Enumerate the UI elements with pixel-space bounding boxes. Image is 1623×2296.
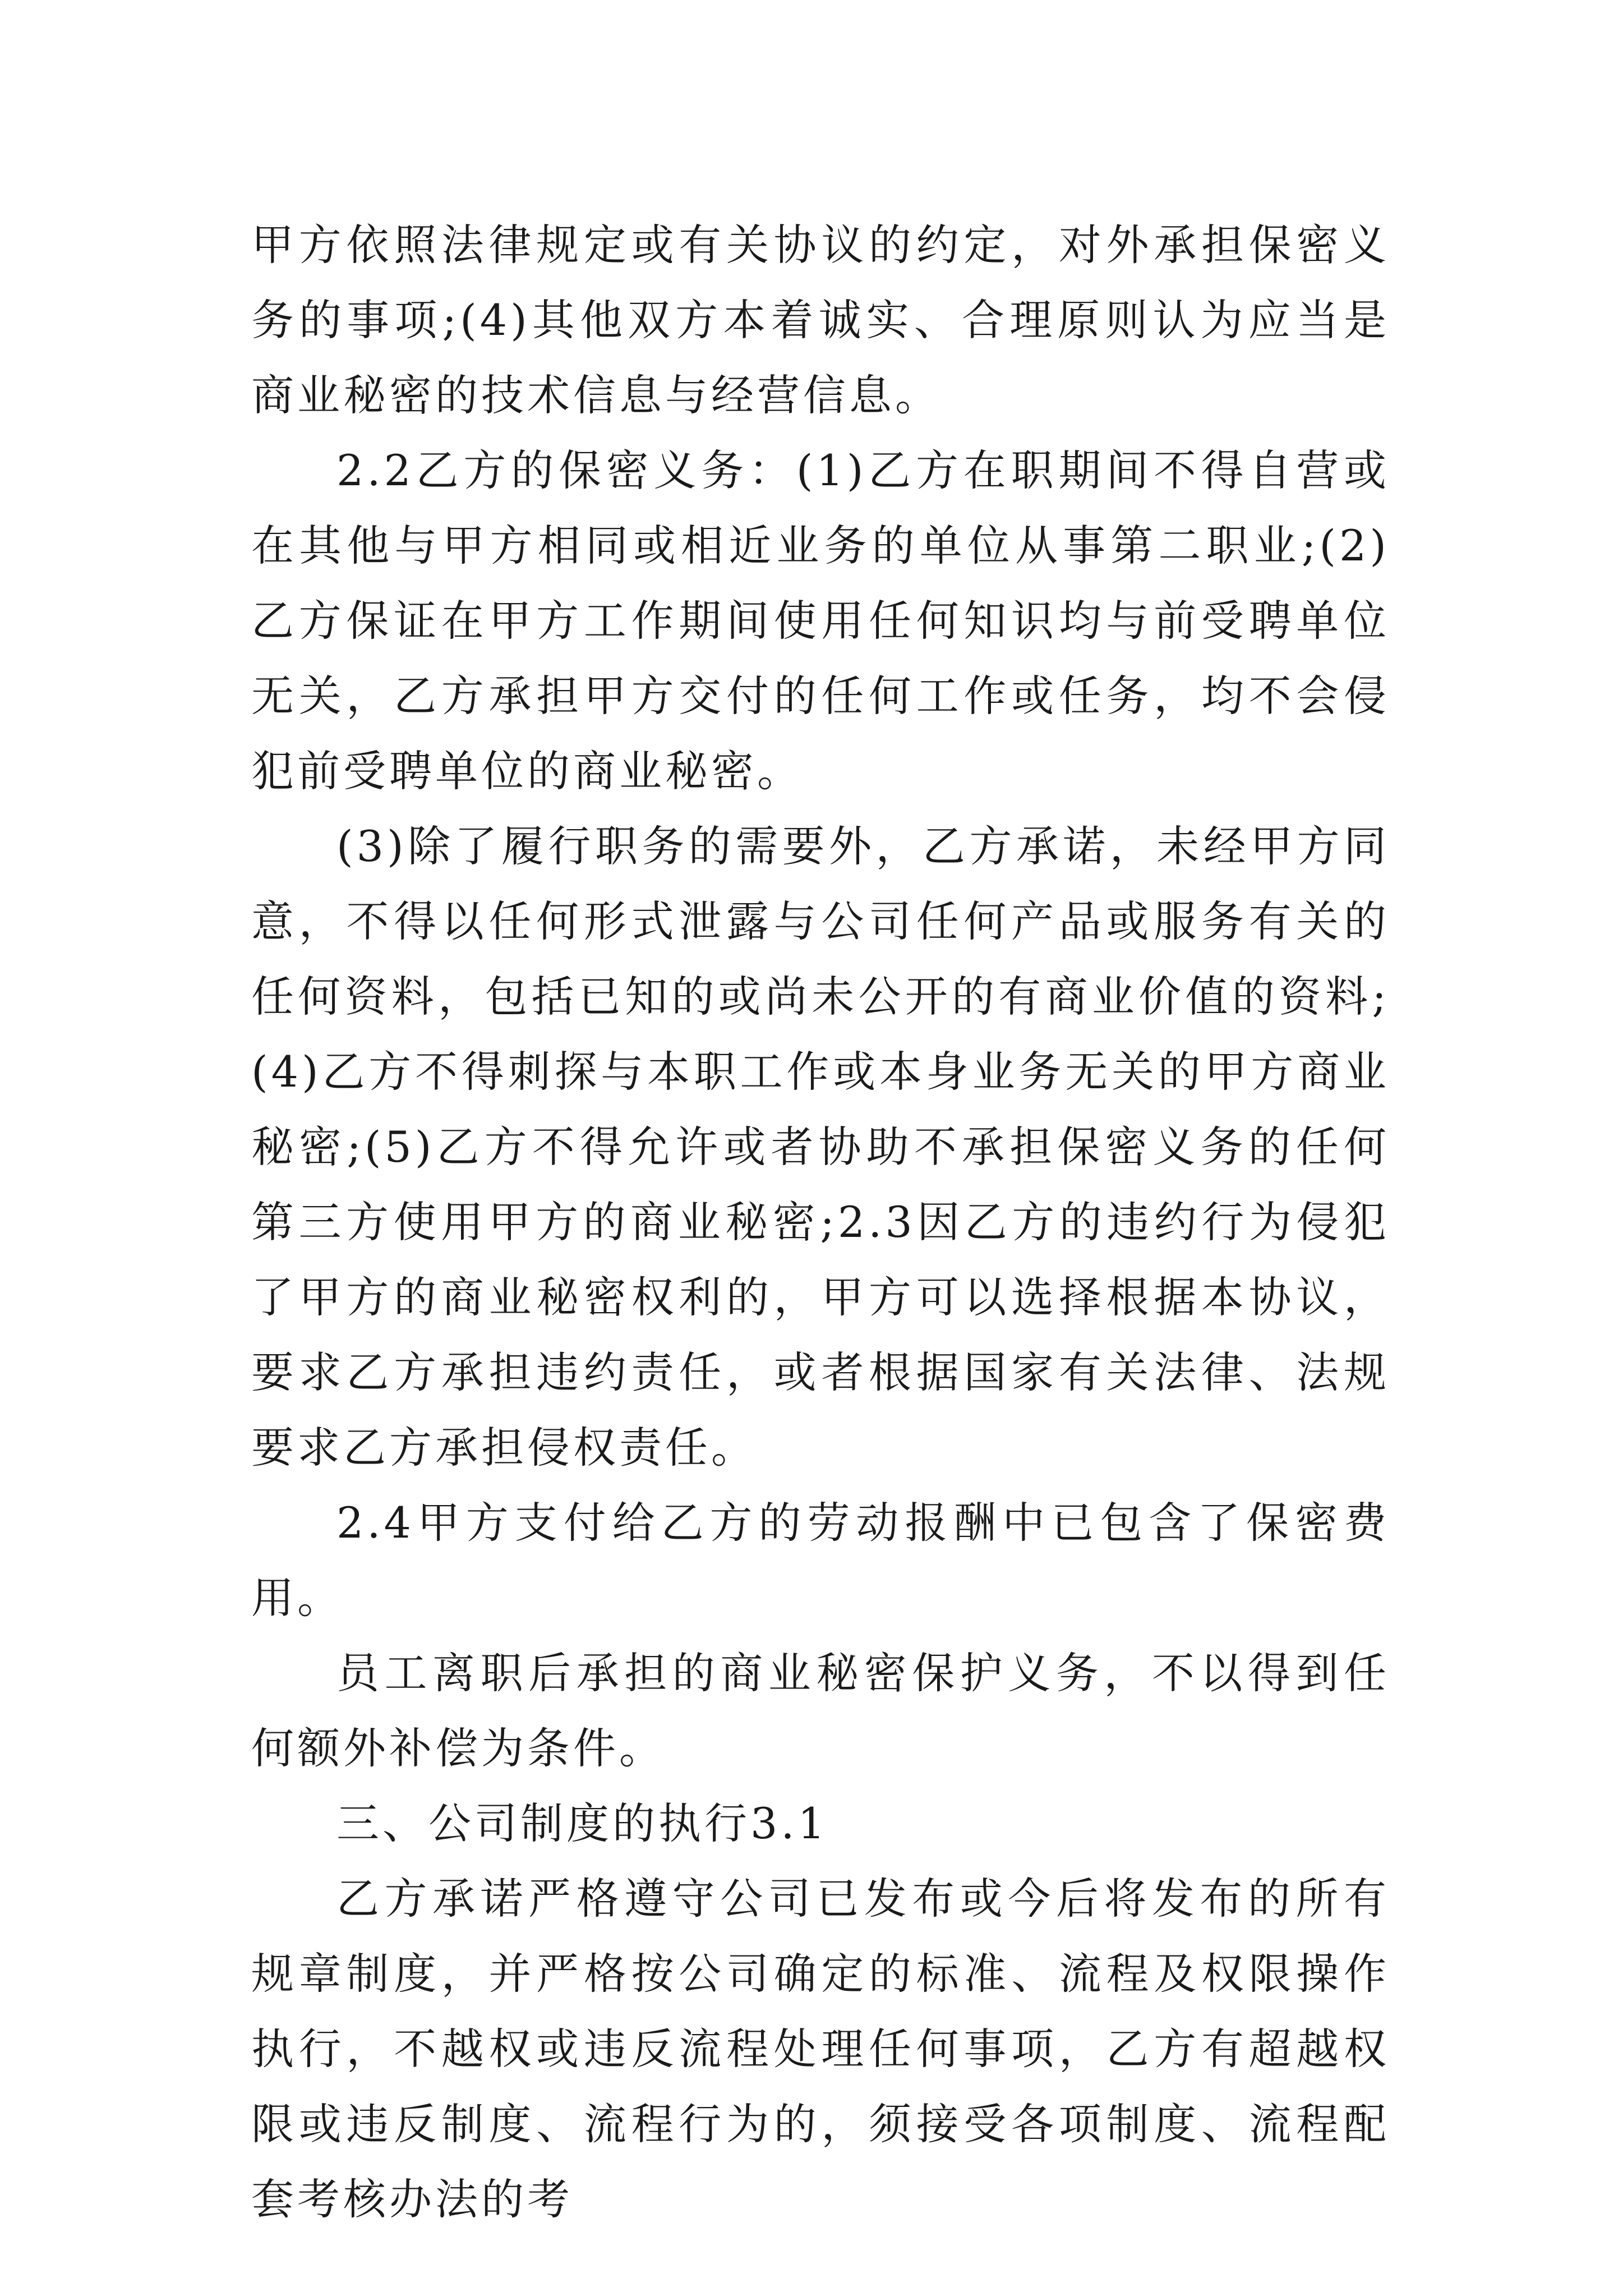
body-text <box>251 208 1390 2237</box>
paragraph-1: 甲方依照法律规定或有关协议的约定，对外承担保密义务的事项;(4)其他双方本着诚实、合理原则认为应当是商业秘密的技术信息与经营信息。 <box>251 220 1390 420</box>
paragraph-2: 2.2乙方的保密义务：(1)乙方在职期间不得自营或在其他与甲方相同或相近业务的单位从事第二职业;(2)乙方保证在甲方工作期间使用任何知识均与前受聘单位无关，乙方承担甲方交付的任何工作或任务，均不会侵犯前受聘单位的商业秘密。 <box>251 445 1390 796</box>
paragraph-6: 三、公司制度的执行3.1 <box>336 1798 828 1848</box>
paragraph-3: (3)除了履行职务的需要外，乙方承诺，未经甲方同意，不得以任何形式泄露与公司任何产品或服务有关的任何资料，包括已知的或尚未公开的有商业价值的资料;(4)乙方不得刺探与本职工作或本身业务无关的甲方商业秘密;(5)乙方不得允许或者协助不承担保密义务的任何第三方使用甲方的商业秘密;2.3因乙方的违约行为侵犯了甲方的商业秘密权利的，甲方可以选择根据本协议，要求乙方承担违约责任，或者根据国家有关法律、法规要求乙方承担侵权责任。 <box>251 821 1390 1473</box>
paragraph-5: 员工离职后承担的商业秘密保护义务，不以得到任何额外补偿为条件。 <box>251 1648 1390 1773</box>
paragraph-4: 2.4甲方支付给乙方的劳动报酬中已包含了保密费用。 <box>251 1498 1390 1623</box>
paragraph-7: 乙方承诺严格遵守公司已发布或今后将发布的所有规章制度，并严格按公司确定的标准、流程及权限操作执行，不越权或违反流程处理任何事项，乙方有超越权限或违反制度、流程行为的，须接受各项制度、流程配套考核办法的考 <box>251 1874 1390 2224</box>
